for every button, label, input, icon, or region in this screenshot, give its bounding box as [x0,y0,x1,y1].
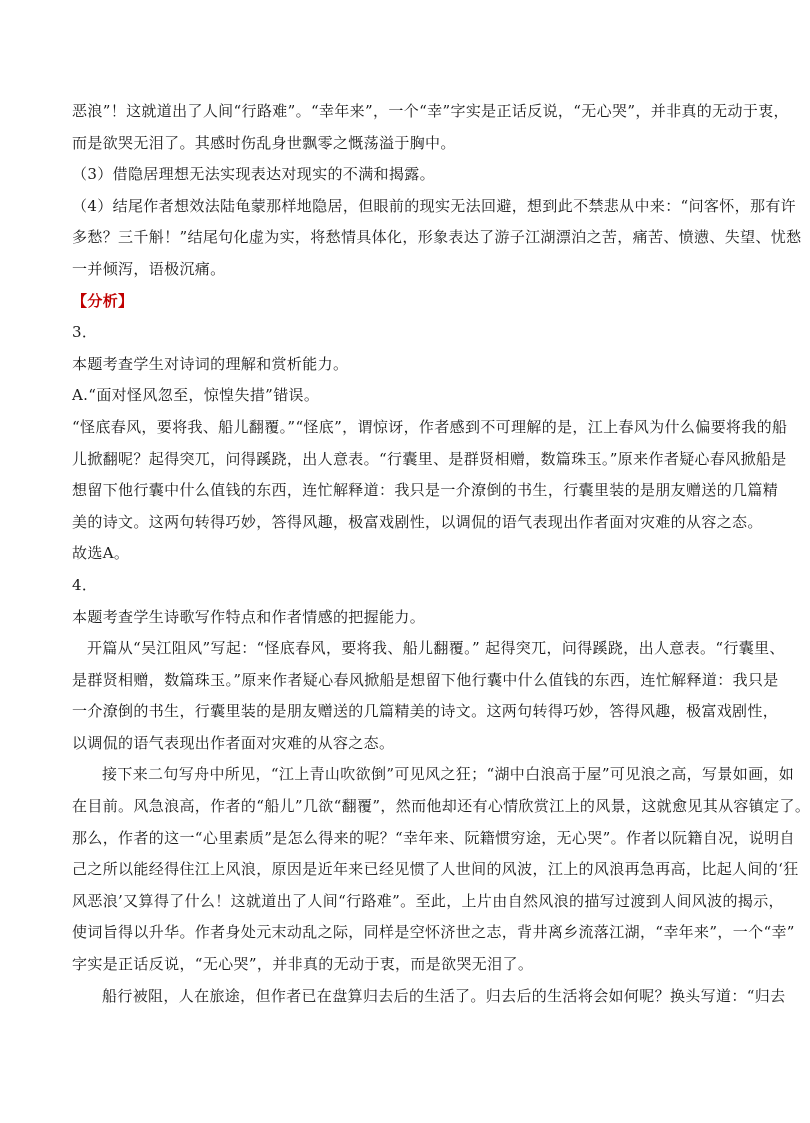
document-body [72,96,810,1012]
text-line: 想留下他行囊中什么值钱的东西，连忙解释道：我只是一介潦倒的书生，行囊里装的是朋友赠送的几篇精 [72,481,779,500]
text-line: 本题考查学生诗歌写作特点和作者情感的把握能力。 [72,607,426,626]
text-line: 接下来二句写舟中所见，“江上青山吹欲倒”可见风之狂；“湖中白浪高于屋”可见浪之高，写景如画，如 [102,765,795,784]
text-line: “怪底春风，要将我、船儿翻覆。”“怪底”，谓惊讶，作者感到不可理解的是，江上春风为什么偏要将我的船 [72,417,788,436]
text-line: 那么，作者的这一“心里素质”是怎么得来的呢？“幸年来、阮籍惯穷途，无心哭”。作者以阮籍自况，说明自 [72,828,795,847]
text-line: 字实是正话反说，“无心哭”，并非真的无动于衷，而是欲哭无泪了。 [72,955,534,974]
text-line: 恶浪”！这就道出了人间“行路难”。“幸年来”，一个“幸”字实是正话反说，“无心哭”，并非真的无动于衷， [72,102,789,120]
text-line: A.“面对怪风忽至，惊惶失措”错误。 [72,386,320,405]
text-line: 而是欲哭无泪了。其感时伤乱身世飘零之慨荡溢于胸中。 [72,133,456,152]
text-line: 开篇从“吴江阻风”写起：“怪底春风，要将我、船儿翻覆。” 起得突兀，问得蹊跷，出人意表。“行囊里、 [87,639,785,658]
section-heading-analysis: 【分析】 [72,291,134,310]
text-line: 使词旨得以升华。作者身处元末动乱之际，同样是空怀济世之志，背井离乡流落江湖，“幸年来”，一个“幸” [72,923,795,942]
text-line: 本题考查学生对诗词的理解和赏析能力。 [72,354,349,373]
text-line: 己之所以能经得住江上风浪，原因是近年来已经见惯了人世间的风波，江上的风浪再急再高，比起人间的‘狂 [72,860,799,879]
text-line: 儿掀翻呢？起得突兀，问得蹊跷，出人意表。“行囊里、是群贤相赠，数篇珠玉。”原来作者疑心春风掀船是 [72,449,787,468]
question-number: 3． [72,323,98,342]
text-line: 在目前。风急浪高，作者的“船儿”几欲“翻覆”，然而他却还有心情欣赏江上的风景，这就愈见其从容镇定了。 [72,797,810,816]
text-line: 船行被阻，人在旅途，但作者已在盘算归去后的生活了。归去后的生活将会如何呢？换头写道：“归去 [102,986,786,1005]
text-line: 风恶浪’又算得了什么！这就道出了人间“行路难”。至此，上片由自然风浪的描写过渡到人间风波的揭示， [72,891,784,910]
question-number: 4． [72,575,98,594]
text-line: （4）结尾作者想效法陆龟蒙那样地隐居，但眼前的现实无法回避，想到此不禁悲从中来：“问客怀，那有许 [72,196,797,215]
text-line: 以调侃的语气表现出作者面对灾难的从容之态。 [72,733,395,752]
text-line: （3）借隐居理想无法实现表达对现实的不满和揭露。 [72,165,435,184]
text-line: 故选A。 [72,544,130,563]
text-line: 多愁？三千斛！”结尾句化虚为实，将愁情具体化，形象表达了游子江湖漂泊之苦，痛苦、愤懑、失望、忧愁 [72,228,802,247]
text-line: 是群贤相赠，数篇珠玉。”原来作者疑心春风掀船是想留下他行囊中什么值钱的东西，连忙解释道：我只是 [72,670,779,689]
text-line: 一并倾泻，语极沉痛。 [72,259,226,278]
text-line: 一介潦倒的书生，行囊里装的是朋友赠送的几篇精美的诗文。这两句转得巧妙，答得风趣，极富戏剧性， [72,702,779,721]
text-line: 美的诗文。这两句转得巧妙，答得风趣，极富戏剧性，以调侃的语气表现出作者面对灾难的从容之态。 [72,512,763,531]
